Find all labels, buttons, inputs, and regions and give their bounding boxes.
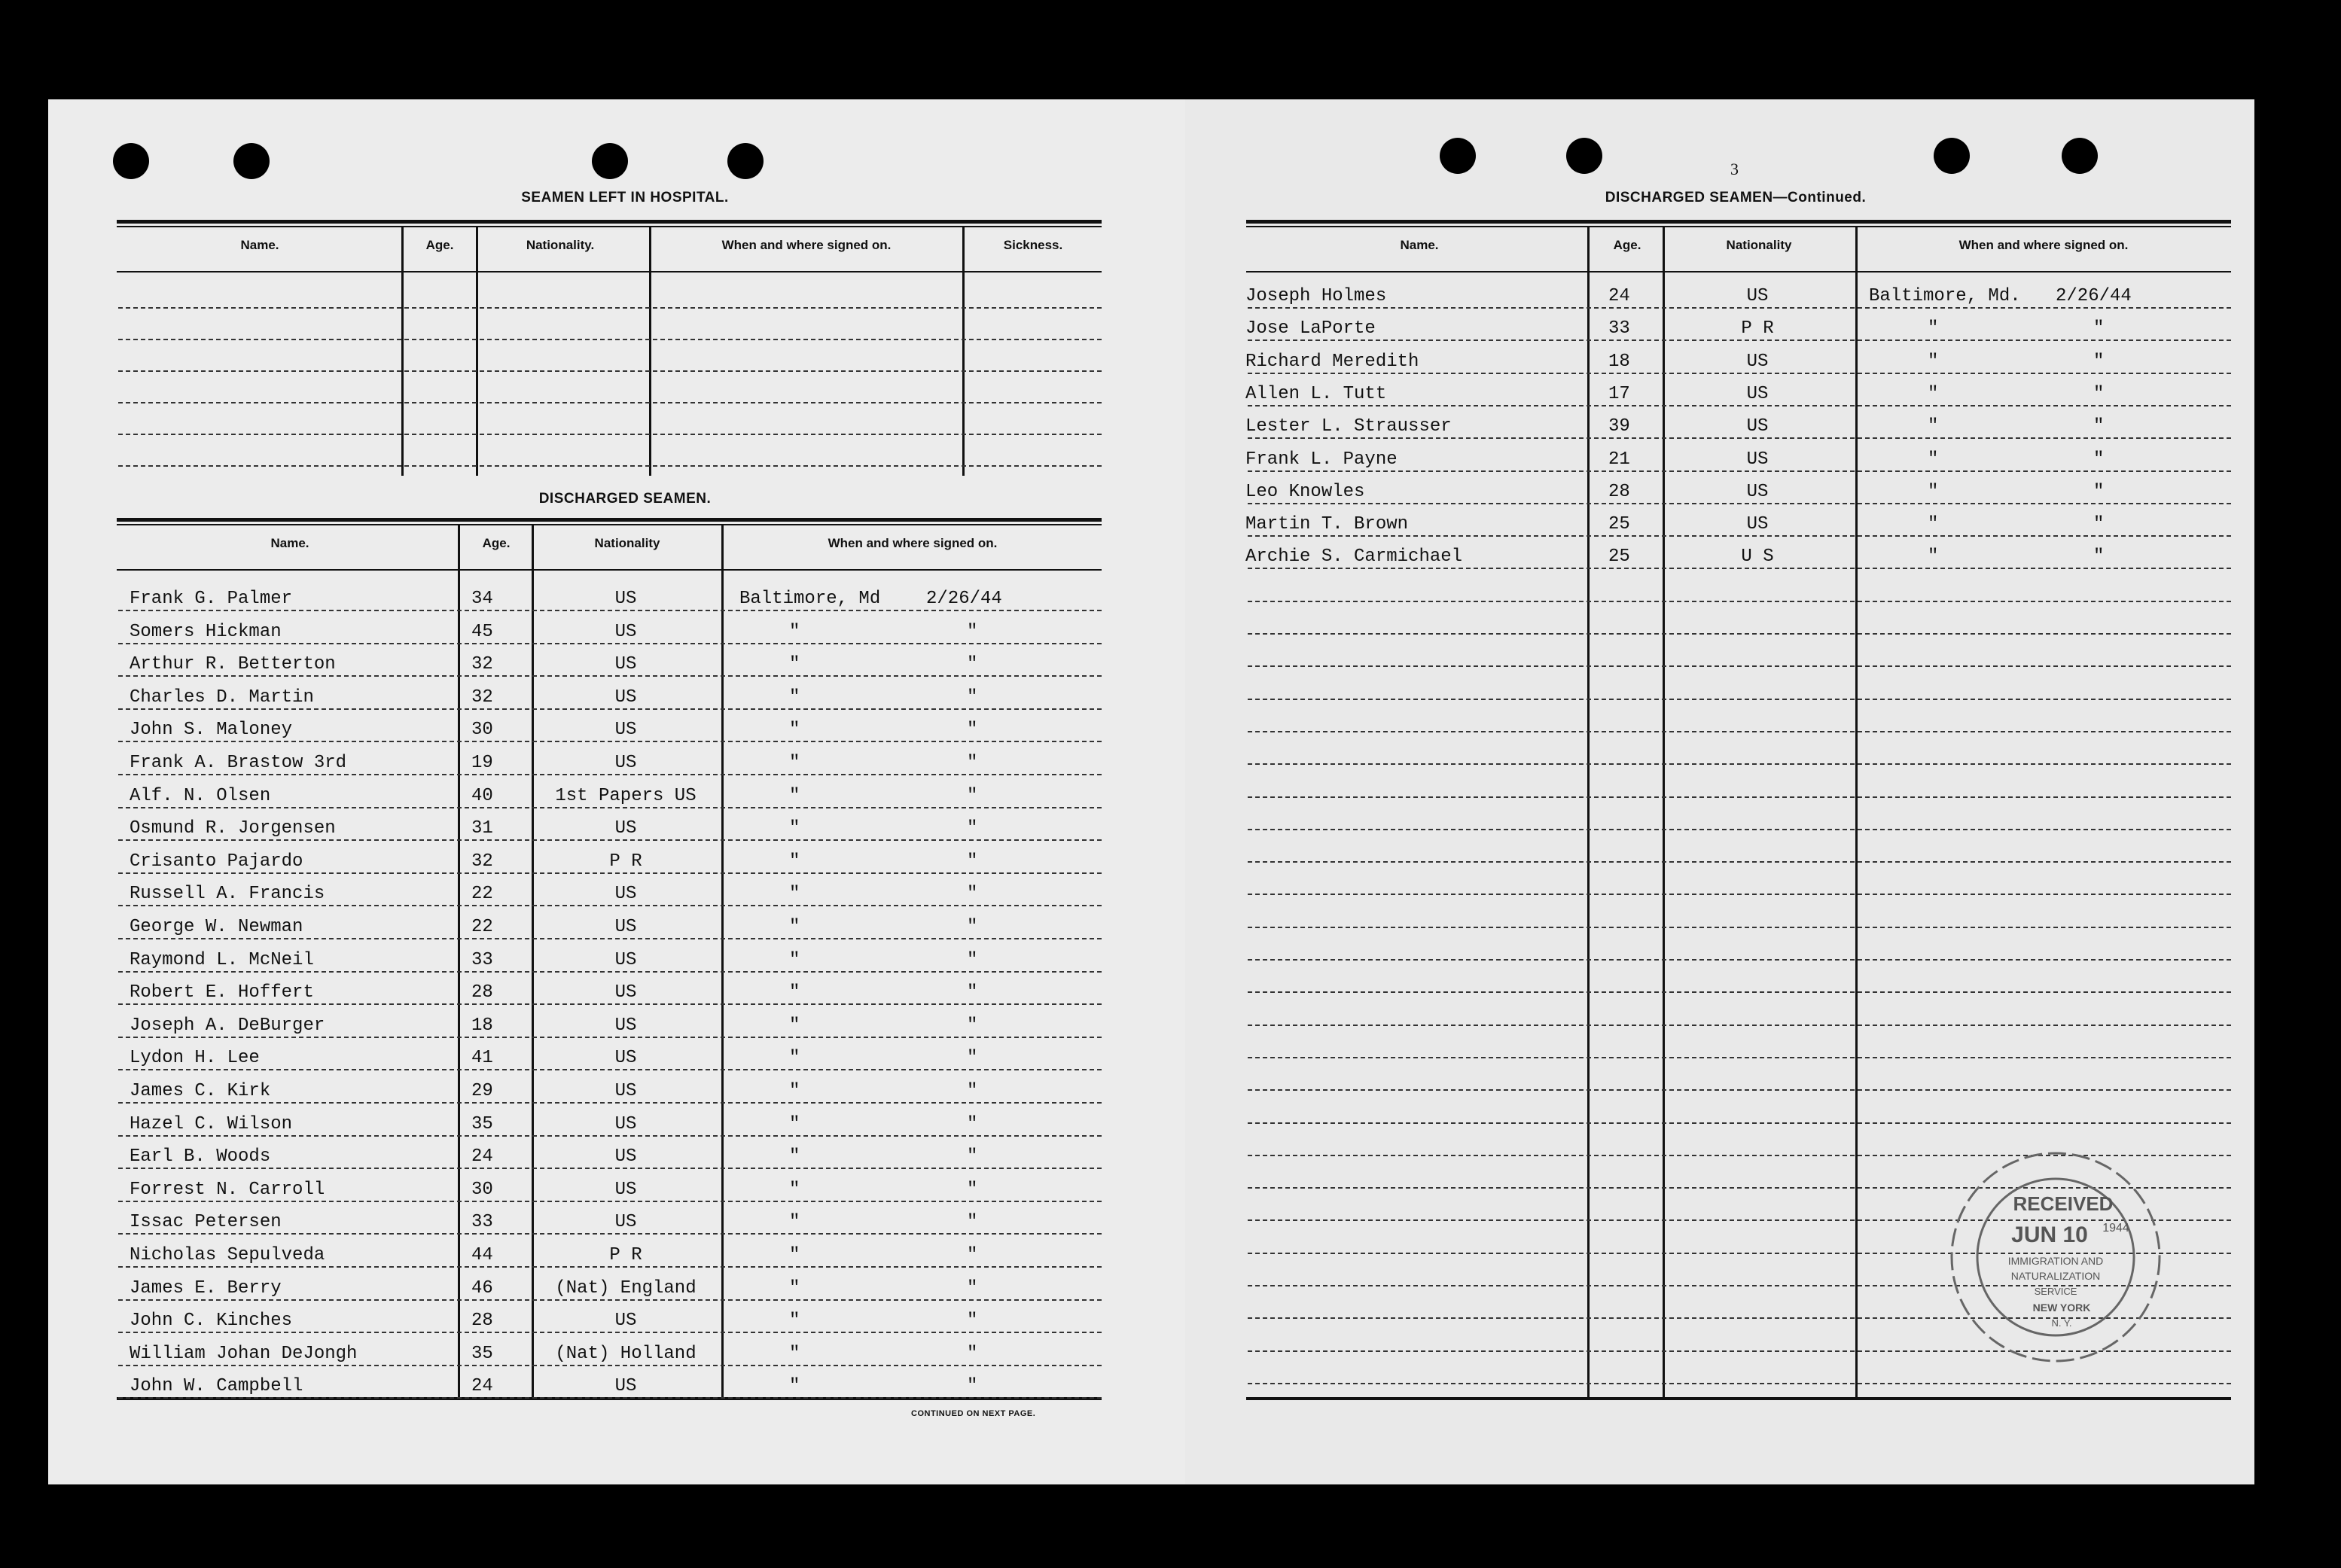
seaman-name: Crisanto Pajardo — [130, 851, 303, 872]
discharged-header-age: Age. — [482, 536, 511, 550]
signed-on-date: " — [967, 621, 978, 642]
seaman-name: Frank G. Palmer — [130, 589, 293, 609]
signed-on-place: " — [789, 949, 800, 970]
table-row-line — [118, 1365, 1102, 1366]
signed-on-place: " — [789, 1015, 800, 1036]
seaman-age: 34 — [471, 589, 493, 609]
signed-on-place: " — [789, 753, 800, 773]
seaman-name: John C. Kinches — [130, 1311, 293, 1332]
signed-on-date: " — [967, 1212, 978, 1233]
signed-on-place: " — [789, 1179, 800, 1200]
punch-hole — [592, 143, 628, 179]
table-row-line — [1248, 894, 2231, 895]
seaman-nationality: US — [1746, 286, 1769, 306]
signed-on-date: " — [967, 818, 978, 839]
seaman-nationality: (Nat) England — [555, 1277, 697, 1299]
table-row-line — [1248, 1383, 2231, 1384]
discharged-title: DISCHARGED SEAMEN. — [538, 491, 712, 507]
seaman-age: 33 — [471, 1212, 493, 1233]
seaman-age: 17 — [1608, 383, 1630, 404]
table-row-line — [1248, 1089, 2231, 1091]
seaman-name: Issac Petersen — [130, 1212, 282, 1233]
seaman-name: Allen L. Tutt — [1245, 383, 1387, 404]
table-row-line — [118, 708, 1102, 710]
seaman-nationality: US — [614, 884, 637, 905]
hospital-row-line — [118, 307, 1102, 309]
signed-on-place: " — [789, 884, 800, 905]
seaman-nationality: U S — [1741, 547, 1774, 568]
signed-on-place: " — [789, 1343, 800, 1364]
discharged-continued-title: DISCHARGED SEAMEN—Continued. — [1605, 190, 1867, 206]
signed-on-place: " — [1928, 351, 1939, 372]
table-row-line — [1248, 503, 2231, 504]
table-row-line — [118, 1299, 1102, 1301]
table-row-line — [1248, 991, 2231, 993]
hospital-row-line — [118, 370, 1102, 372]
seaman-nationality: US — [614, 687, 637, 708]
signed-on-date: " — [967, 654, 978, 675]
seaman-name: Frank L. Payne — [1245, 449, 1398, 470]
signed-on-date: " — [967, 1048, 978, 1069]
table-row-line — [1248, 861, 2231, 863]
table-row-line — [118, 1102, 1102, 1104]
punch-hole — [1934, 138, 1970, 174]
table-row-line — [118, 1266, 1102, 1268]
seaman-nationality: US — [614, 917, 637, 937]
continued-header-name: Name. — [1400, 238, 1439, 252]
table-row-line — [118, 807, 1102, 808]
signed-on-date: 2/26/44 — [2056, 286, 2132, 306]
discharged-header-nationality: Nationality — [594, 536, 660, 550]
stamp-line1: RECEIVED — [2013, 1192, 2114, 1215]
table-row-line — [1248, 1122, 2231, 1124]
received-stamp — [1935, 1144, 2176, 1370]
table-row-line — [1248, 405, 2231, 406]
table-row-line — [118, 971, 1102, 973]
signed-on-place: " — [789, 1146, 800, 1168]
table-row-line — [118, 1069, 1102, 1070]
signed-on-place: " — [1928, 547, 1939, 568]
table-row-line — [1248, 796, 2231, 798]
table-row-line — [118, 774, 1102, 775]
table-row-line — [1248, 1025, 2231, 1026]
seaman-age: 25 — [1608, 514, 1630, 535]
punch-hole — [1566, 138, 1602, 174]
seaman-age: 30 — [471, 1179, 493, 1200]
seaman-age: 28 — [1608, 481, 1630, 502]
signed-on-date: " — [2093, 547, 2105, 568]
seaman-name: Lester L. Strausser — [1245, 416, 1452, 437]
table-row-line — [1248, 633, 2231, 635]
signed-on-date: " — [967, 1179, 978, 1200]
punch-hole — [2062, 138, 2098, 174]
seaman-age: 30 — [471, 720, 493, 741]
seaman-age: 35 — [471, 1113, 493, 1134]
signed-on-date: " — [2093, 449, 2105, 470]
table-row-line — [1248, 535, 2231, 537]
punch-hole — [727, 143, 764, 179]
stamp-line8: N. Y. — [2051, 1317, 2072, 1329]
continued-header-signed: When and where signed on. — [1958, 238, 2129, 252]
seaman-name: William Johan DeJongh — [130, 1343, 358, 1364]
seaman-nationality: US — [1746, 514, 1769, 535]
table-row-line — [1248, 373, 2231, 374]
signed-on-place: " — [789, 785, 800, 806]
seaman-age: 35 — [471, 1343, 493, 1364]
punch-hole — [1440, 138, 1476, 174]
stamp-line2: JUN 10 — [2011, 1222, 2088, 1247]
seaman-name: Raymond L. McNeil — [130, 949, 314, 970]
hospital-header-nationality: Nationality. — [526, 238, 595, 252]
signed-on-date: " — [2093, 481, 2105, 502]
signed-on-place: " — [1928, 318, 1939, 339]
table-row-line — [1248, 829, 2231, 830]
table-row-line — [1248, 763, 2231, 765]
table-row-line — [118, 938, 1102, 939]
signed-on-date: " — [967, 720, 978, 741]
seaman-nationality: US — [1746, 383, 1769, 404]
continued-header-nationality: Nationality — [1726, 238, 1792, 252]
seaman-name: Forrest N. Carroll — [130, 1179, 325, 1200]
table-row-line — [118, 1233, 1102, 1235]
seaman-name: Russell A. Francis — [130, 884, 325, 905]
seaman-name: Lydon H. Lee — [130, 1048, 260, 1069]
seaman-age: 24 — [471, 1376, 493, 1397]
signed-on-date: " — [2093, 318, 2105, 339]
seaman-nationality: US — [614, 1048, 637, 1069]
hospital-header-sickness: Sickness. — [1003, 238, 1063, 252]
discharged-header-signed: When and where signed on. — [828, 536, 998, 550]
seaman-name: Martin T. Brown — [1245, 514, 1409, 535]
table-row-line — [1248, 1057, 2231, 1058]
page-number: 3 — [1730, 160, 1739, 178]
hospital-row-line — [118, 402, 1102, 403]
hospital-header-signed: When and where signed on. — [721, 238, 892, 252]
seaman-age: 40 — [471, 785, 493, 806]
table-row-line — [1248, 699, 2231, 700]
seaman-name: James C. Kirk — [130, 1081, 271, 1101]
signed-on-place: " — [1928, 481, 1939, 502]
table-row-line — [118, 905, 1102, 906]
table-row-line — [1248, 339, 2231, 341]
seaman-name: Leo Knowles — [1245, 481, 1365, 502]
table-row-line — [118, 1135, 1102, 1137]
signed-on-date: " — [967, 917, 978, 937]
seaman-nationality: US — [1746, 416, 1769, 437]
punch-hole — [113, 143, 149, 179]
stamp-line4: IMMIGRATION AND — [2007, 1255, 2104, 1267]
signed-on-place: " — [789, 621, 800, 642]
seaman-age: 25 — [1608, 547, 1630, 568]
signed-on-place: " — [789, 1376, 800, 1397]
signed-on-date: 2/26/44 — [926, 589, 1002, 609]
seaman-nationality: US — [614, 1081, 637, 1101]
seaman-age: 46 — [471, 1277, 493, 1299]
signed-on-place: " — [789, 1277, 800, 1299]
hospital-row-line — [118, 465, 1102, 467]
table-row-line — [118, 1332, 1102, 1333]
table-row-line — [118, 1003, 1102, 1005]
seaman-nationality: US — [614, 654, 637, 675]
table-row-line — [1248, 568, 2231, 569]
signed-on-place: " — [789, 1113, 800, 1134]
seaman-nationality: US — [614, 1212, 637, 1233]
signed-on-date: " — [2093, 383, 2105, 404]
table-row-line — [1248, 470, 2231, 472]
signed-on-date: " — [967, 687, 978, 708]
table-row-line — [1248, 959, 2231, 961]
stamp-line6: SERVICE — [2034, 1286, 2077, 1297]
seaman-nationality: US — [614, 589, 637, 609]
table-row-line — [118, 839, 1102, 841]
seaman-age: 18 — [471, 1015, 493, 1036]
signed-on-place: " — [1928, 514, 1939, 535]
seaman-name: Hazel C. Wilson — [130, 1113, 293, 1134]
seaman-age: 41 — [471, 1048, 493, 1069]
seaman-nationality: US — [614, 1113, 637, 1134]
signed-on-place: " — [789, 851, 800, 872]
signed-on-place: " — [789, 982, 800, 1003]
seaman-name: Nicholas Sepulveda — [130, 1245, 325, 1265]
seaman-age: 18 — [1608, 351, 1630, 372]
signed-on-place: " — [1928, 449, 1939, 470]
stamp-line3: 1944 — [2102, 1222, 2129, 1235]
seaman-nationality: US — [1746, 481, 1769, 502]
seaman-nationality: US — [614, 720, 637, 741]
signed-on-date: " — [2093, 514, 2105, 535]
seaman-age: 32 — [471, 851, 493, 872]
seaman-nationality: US — [614, 818, 637, 839]
seaman-age: 32 — [471, 654, 493, 675]
signed-on-date: " — [2093, 351, 2105, 372]
seaman-name: Richard Meredith — [1245, 351, 1419, 372]
seaman-age: 22 — [471, 884, 493, 905]
hospital-top-rule — [117, 220, 1102, 224]
stamp-line5: NATURALIZATION — [2010, 1270, 2101, 1282]
table-row-line — [118, 741, 1102, 742]
seaman-nationality: US — [614, 1311, 637, 1332]
signed-on-place: Baltimore, Md — [739, 589, 881, 609]
seaman-name: Alf. N. Olsen — [130, 785, 271, 806]
seaman-age: 28 — [471, 1311, 493, 1332]
signed-on-place: " — [789, 1245, 800, 1265]
signed-on-place: " — [1928, 383, 1939, 404]
seaman-name: James E. Berry — [130, 1277, 282, 1299]
seaman-nationality: US — [614, 1376, 637, 1397]
signed-on-date: " — [967, 884, 978, 905]
signed-on-date: " — [967, 1015, 978, 1036]
seaman-age: 22 — [471, 917, 493, 937]
signed-on-place: " — [1928, 416, 1939, 437]
seaman-age: 31 — [471, 818, 493, 839]
signed-on-place: " — [789, 1311, 800, 1332]
seaman-name: Archie S. Carmichael — [1245, 547, 1463, 568]
table-row-line — [1248, 665, 2231, 667]
discharged-header-name: Name. — [270, 536, 309, 550]
signed-on-date: " — [967, 949, 978, 970]
table-row-line — [118, 872, 1102, 874]
signed-on-date: " — [967, 1245, 978, 1265]
seaman-name: Osmund R. Jorgensen — [130, 818, 336, 839]
seaman-nationality: 1st Papers US — [555, 785, 697, 806]
punch-hole — [233, 143, 270, 179]
seaman-nationality: US — [614, 621, 637, 642]
seaman-age: 33 — [471, 949, 493, 970]
signed-on-date: " — [967, 851, 978, 872]
signed-on-date: " — [967, 785, 978, 806]
signed-on-date: " — [967, 1146, 978, 1168]
signed-on-date: " — [967, 1376, 978, 1397]
seaman-name: John S. Maloney — [130, 720, 293, 741]
signed-on-place: " — [789, 687, 800, 708]
signed-on-date: " — [967, 1277, 978, 1299]
seaman-name: Arthur R. Betterton — [130, 654, 336, 675]
table-row-line — [1248, 307, 2231, 309]
table-row-line — [118, 675, 1102, 677]
seaman-name: George W. Newman — [130, 917, 303, 937]
seaman-name: Frank A. Brastow 3rd — [130, 753, 347, 773]
hospital-header-name: Name. — [240, 238, 279, 252]
table-row-line — [1248, 731, 2231, 732]
signed-on-date: " — [967, 1311, 978, 1332]
seaman-name: Jose LaPorte — [1245, 318, 1376, 339]
seaman-name: Joseph Holmes — [1245, 286, 1387, 306]
signed-on-date: " — [967, 1343, 978, 1364]
seaman-nationality: US — [614, 753, 637, 773]
seaman-name: Earl B. Woods — [130, 1146, 271, 1168]
signed-on-place: " — [789, 1212, 800, 1233]
signed-on-date: " — [967, 753, 978, 773]
table-row-line — [1248, 601, 2231, 602]
signed-on-place: " — [789, 818, 800, 839]
signed-on-date: " — [967, 982, 978, 1003]
seaman-nationality: P R — [609, 1245, 642, 1265]
seaman-age: 45 — [471, 621, 493, 642]
signed-on-place: " — [789, 1048, 800, 1069]
seaman-age: 44 — [471, 1245, 493, 1265]
seaman-nationality: US — [614, 1015, 637, 1036]
seaman-name: Joseph A. DeBurger — [130, 1015, 325, 1036]
signed-on-place: " — [789, 1081, 800, 1101]
seaman-nationality: P R — [1741, 318, 1774, 339]
hospital-title: SEAMEN LEFT IN HOSPITAL. — [521, 190, 729, 206]
signed-on-date: " — [967, 1081, 978, 1101]
seaman-age: 19 — [471, 753, 493, 773]
continued-footnote: CONTINUED ON NEXT PAGE. — [911, 1409, 1036, 1418]
table-row-line — [118, 1037, 1102, 1038]
signed-on-place: " — [789, 917, 800, 937]
seaman-nationality: US — [614, 982, 637, 1003]
seaman-name: Robert E. Hoffert — [130, 982, 314, 1003]
seaman-nationality: (Nat) Holland — [555, 1343, 697, 1364]
hospital-row-line — [118, 434, 1102, 435]
seaman-name: John W. Campbell — [130, 1376, 303, 1397]
table-row-line — [118, 643, 1102, 644]
seaman-age: 28 — [471, 982, 493, 1003]
signed-on-place: Baltimore, Md. — [1869, 286, 2021, 306]
signed-on-date: " — [967, 1113, 978, 1134]
table-row-line — [118, 1168, 1102, 1169]
seaman-age: 29 — [471, 1081, 493, 1101]
seaman-nationality: US — [1746, 449, 1769, 470]
table-row-line — [1248, 437, 2231, 439]
seaman-age: 21 — [1608, 449, 1630, 470]
table-row-line — [1248, 927, 2231, 928]
stamp-line7: NEW YORK — [2032, 1302, 2091, 1314]
table-row-line — [118, 610, 1102, 611]
hospital-header-age: Age. — [425, 238, 454, 252]
seaman-nationality: US — [614, 1146, 637, 1168]
seaman-age: 32 — [471, 687, 493, 708]
seaman-age: 24 — [1608, 286, 1630, 306]
seaman-age: 24 — [471, 1146, 493, 1168]
signed-on-date: " — [2093, 416, 2105, 437]
signed-on-place: " — [789, 654, 800, 675]
seaman-nationality: US — [614, 1179, 637, 1200]
seaman-age: 39 — [1608, 416, 1630, 437]
seaman-name: Charles D. Martin — [130, 687, 314, 708]
hospital-row-line — [118, 339, 1102, 340]
seaman-nationality: US — [1746, 351, 1769, 372]
seaman-nationality: US — [614, 949, 637, 970]
seaman-nationality: P R — [609, 851, 642, 872]
seaman-age: 33 — [1608, 318, 1630, 339]
table-row-line — [118, 1201, 1102, 1202]
table-row-line — [118, 1397, 1102, 1399]
continued-header-age: Age. — [1613, 238, 1641, 252]
seaman-name: Somers Hickman — [130, 621, 282, 642]
signed-on-place: " — [789, 720, 800, 741]
